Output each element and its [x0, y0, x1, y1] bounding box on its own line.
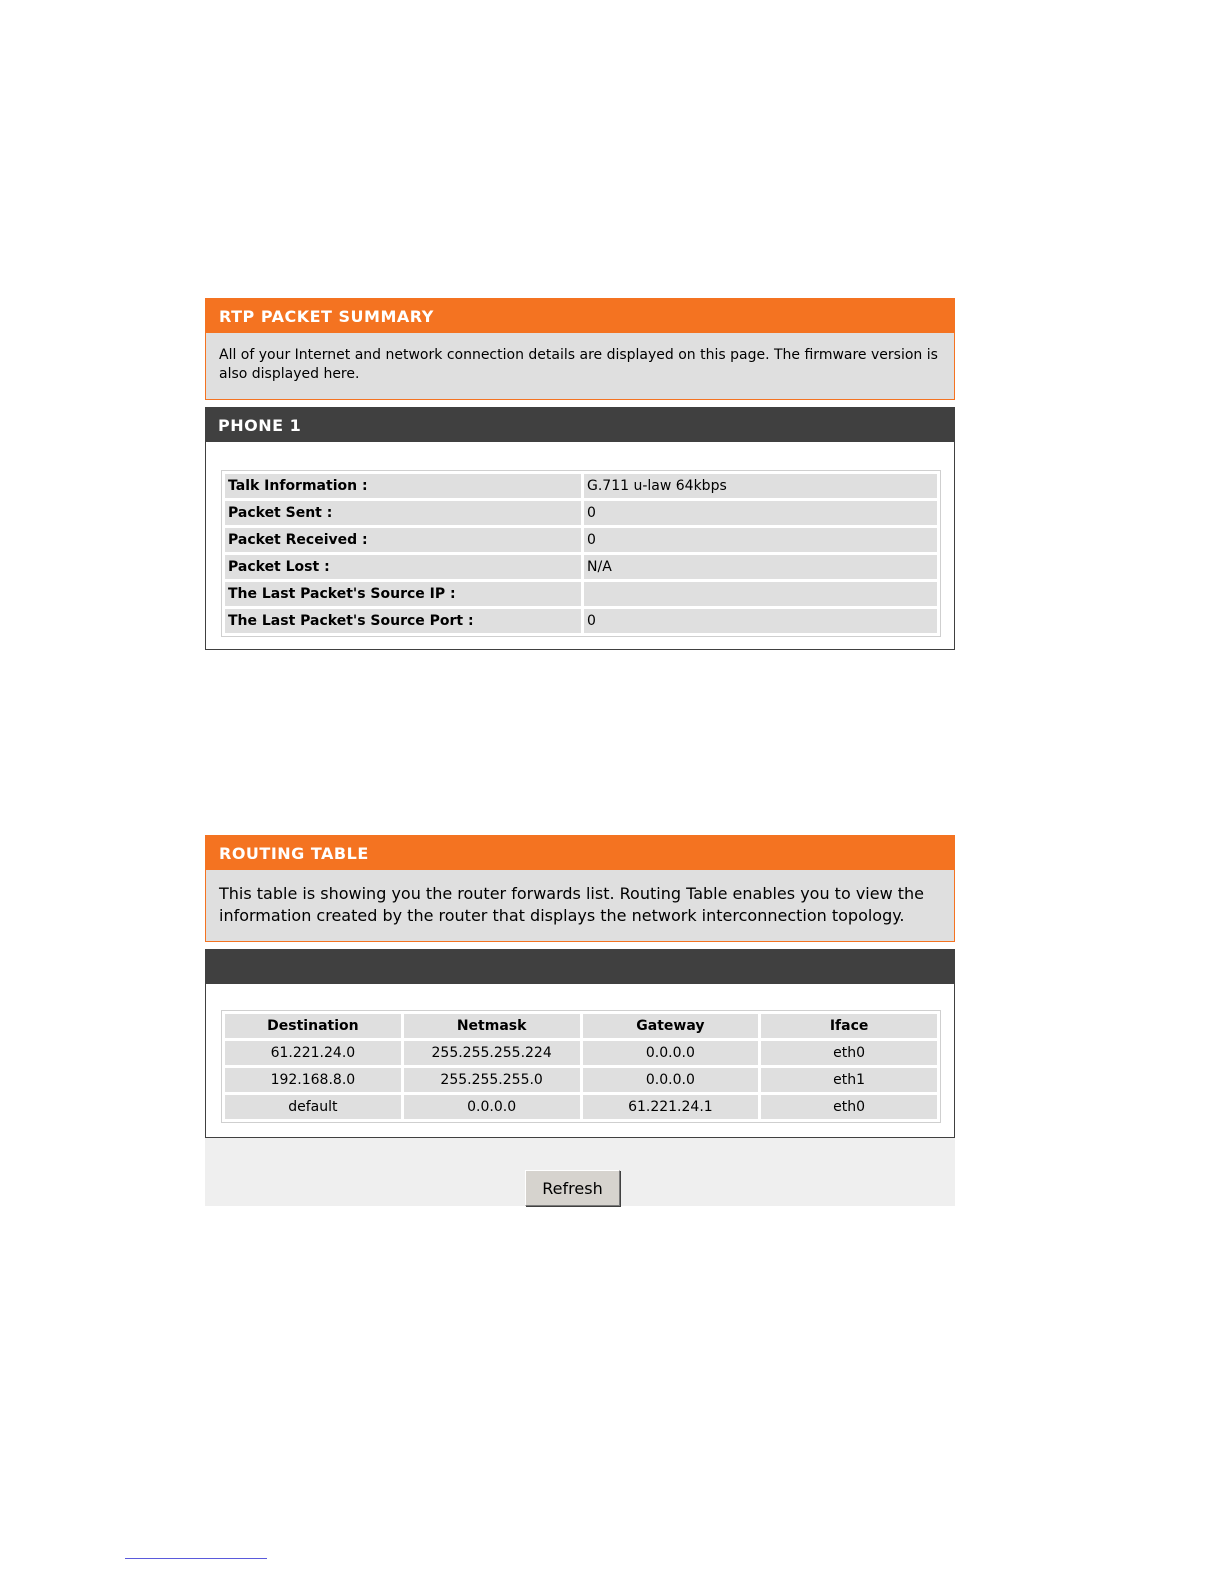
- refresh-button-bar: [205, 1138, 955, 1206]
- talk-information-value: G.711 u-law 64kbps: [584, 474, 937, 498]
- table-row: [225, 1068, 937, 1092]
- table-header-row: [225, 1014, 937, 1038]
- column-header-netmask: Netmask: [404, 1014, 580, 1038]
- route-iface: eth0: [761, 1095, 937, 1119]
- routing-table-panel: [205, 949, 955, 1206]
- table-row: [225, 474, 937, 498]
- source-ip-label: The Last Packet's Source IP :: [225, 582, 581, 606]
- route-gateway: 61.221.24.1: [583, 1095, 759, 1119]
- packet-received-label: Packet Received :: [225, 528, 581, 552]
- phone-stats-table: [221, 470, 941, 637]
- refresh-button[interactable]: Refresh: [525, 1170, 620, 1206]
- phone-title: PHONE 1: [205, 407, 955, 442]
- rtp-summary-panel: [205, 298, 955, 400]
- routing-section-title: [205, 949, 955, 984]
- footer-divider: [125, 1558, 267, 1559]
- route-netmask: 255.255.255.0: [404, 1068, 580, 1092]
- table-row: [225, 555, 937, 579]
- table-row: [225, 1095, 937, 1119]
- table-row: [225, 528, 937, 552]
- column-header-destination: Destination: [225, 1014, 401, 1038]
- route-netmask: 255.255.255.224: [404, 1041, 580, 1065]
- route-destination: 61.221.24.0: [225, 1041, 401, 1065]
- phone-body: [205, 442, 955, 650]
- rtp-summary-title: RTP PACKET SUMMARY: [205, 298, 955, 333]
- route-gateway: 0.0.0.0: [583, 1068, 759, 1092]
- routing-description: This table is showing you the router forwards list. Routing Table enables you to view the information created by the router that displays the network interconnection topology.: [205, 870, 955, 942]
- packet-received-value: 0: [584, 528, 937, 552]
- route-destination: 192.168.8.0: [225, 1068, 401, 1092]
- route-gateway: 0.0.0.0: [583, 1041, 759, 1065]
- routing-summary-panel: [205, 835, 955, 942]
- talk-information-label: Talk Information :: [225, 474, 581, 498]
- routing-title: ROUTING TABLE: [205, 835, 955, 870]
- phone-panel: [205, 407, 955, 650]
- packet-sent-label: Packet Sent :: [225, 501, 581, 525]
- table-row: [225, 582, 937, 606]
- route-destination: default: [225, 1095, 401, 1119]
- routing-table: [221, 1010, 941, 1123]
- table-row: [225, 609, 937, 633]
- packet-lost-value: N/A: [584, 555, 937, 579]
- route-netmask: 0.0.0.0: [404, 1095, 580, 1119]
- source-port-label: The Last Packet's Source Port :: [225, 609, 581, 633]
- routing-body: [205, 984, 955, 1138]
- column-header-iface: Iface: [761, 1014, 937, 1038]
- source-ip-value: [584, 582, 937, 606]
- table-row: [225, 1041, 937, 1065]
- rtp-summary-description: All of your Internet and network connection details are displayed on this page. The firmware version is also displayed here.: [205, 333, 955, 400]
- column-header-gateway: Gateway: [583, 1014, 759, 1038]
- packet-sent-value: 0: [584, 501, 937, 525]
- route-iface: eth1: [761, 1068, 937, 1092]
- table-row: [225, 501, 937, 525]
- source-port-value: 0: [584, 609, 937, 633]
- route-iface: eth0: [761, 1041, 937, 1065]
- packet-lost-label: Packet Lost :: [225, 555, 581, 579]
